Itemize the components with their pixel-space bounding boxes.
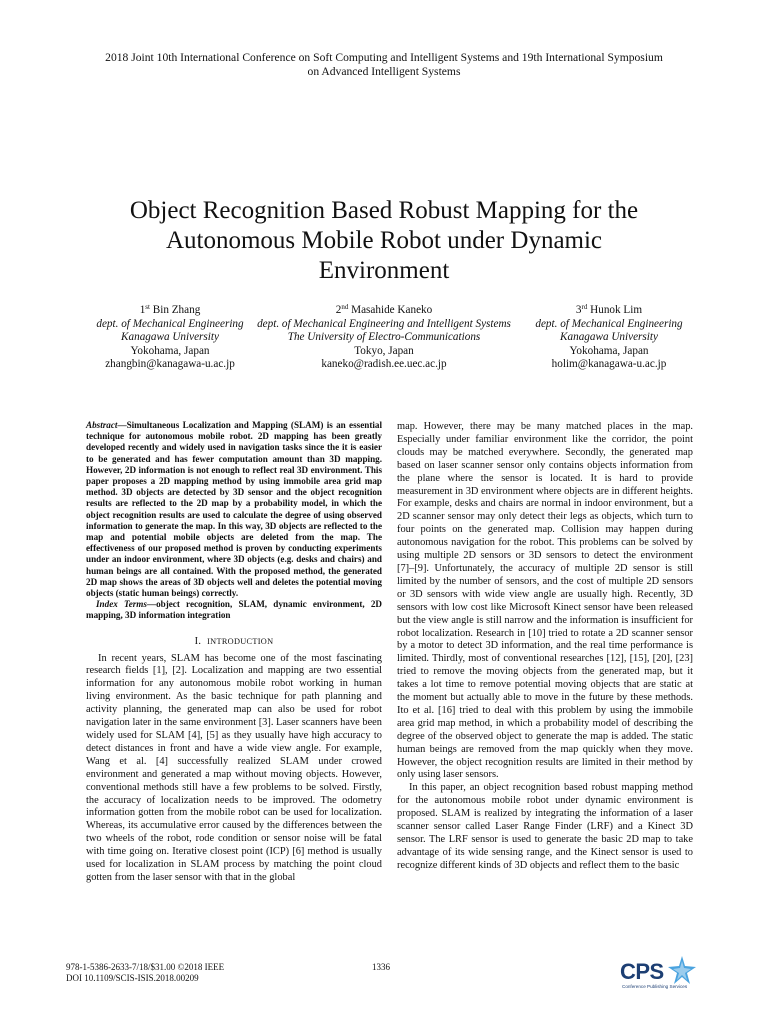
author-name: Hunok Lim xyxy=(590,304,643,316)
author-name-line xyxy=(244,304,524,318)
index-terms-text: —object recognition, SLAM, dynamic environment, 2D mapping, 3D information integration xyxy=(86,599,382,621)
section-title: INTRODUCTION xyxy=(207,636,274,646)
author-ordinal: 1 xyxy=(139,304,146,316)
author-name-line xyxy=(70,304,270,318)
conference-header xyxy=(60,51,708,78)
left-column xyxy=(86,420,382,885)
author-email: holim@kanagawa-u.ac.jp xyxy=(551,358,667,371)
author-institution: Kanagawa University xyxy=(121,331,219,344)
footer-doi: DOI 10.1109/SCIS-ISIS.2018.00209 xyxy=(66,972,199,983)
title-line-2: Autonomous Mobile Robot under Dynamic xyxy=(165,227,603,254)
index-terms-label: Index Terms xyxy=(96,599,147,610)
section-numeral: I. xyxy=(194,635,202,647)
author-location: Yokohama, Japan xyxy=(130,344,210,357)
footer-copyright xyxy=(66,962,224,983)
right-column xyxy=(397,421,693,873)
author-name: Bin Zhang xyxy=(152,304,201,316)
author-name: Masahide Kaneko xyxy=(351,304,433,316)
author-location: Tokyo, Japan xyxy=(354,344,414,357)
abstract-text: —Simultaneous Localization and Mapping (SLAM) is an essential technique for autonomous mobile robot. 2D mapping has been greatly developed recently and widely used in navigation tasks since the it is easier to be generated and has fewer computation amount than 3D mapping. However, 2D information is not enough to reflect real 3D environment. This paper proposes a 2D mapping method by using immobile area grid map method. 3D objects are detected by 3D sensor and the object recognition results are reflected to the 2D map by a probability model, in which the object recognition results are used to calculate the degree of using observed information to generate the map. In this way, 3D objects are reflected to the map and potential mobile objects are deleted from the map. The effectiveness of our proposed method is proven by conducting experiments under an indoor environment, where 3D objects (e.g. desks and chairs) and human beings are all contained. With the proposed method, the generated 2D map shows the areas of 3D objects well and deletes the potential moving objects (static human beings) correctly. xyxy=(86,420,382,599)
author-name-line xyxy=(520,304,698,318)
author-ordinal: 2 xyxy=(335,304,342,316)
cps-logo-text: CPS xyxy=(620,959,664,984)
author-institution: Kanagawa University xyxy=(560,331,658,344)
author-dept: dept. of Mechanical Engineering and Intelligent Systems xyxy=(257,317,511,330)
author-email: zhangbin@kanagawa-u.ac.jp xyxy=(105,358,235,371)
title-line-3: Environment xyxy=(318,257,450,284)
abstract xyxy=(86,420,382,599)
intro-paragraph-continued: map. However, there may be many matched places in the map. Especially under familiar environment like the corridor, the point clouds may be matched everywhere. Secondly, the generated map based on laser scanner sensor only contains objects information from the plane where the sensor is located. It is hard to provide measurement in 3D environment where objects are in different heights. For example, desks and chairs are normal in indoor environment, but a 2D scanner sensor may only detect their legs as objects, which turn to four points on the generated map. Collision may happen during autonomous navigation for the robot. This problems can be solved by using multiple 2D sensors or 3D sensors to detect the environment [7]–[9]. Unfortunately, the accuracy of multiple 2D sensor is still limited by the number of sensors, and the cost of multiple 2D sensors or 3D sensors with wide view angle are usually high. Recently, 3D sensors with low cost like Microsoft Kinect sensor have been released but the view angle is still narrow and the information is insufficient for robot localization. Research in [10] tried to rotate a 2D scanner sensor by a motor to detect 3D information, and the real time performance is limited. Thirdly, most of conventional researches [12], [15], [20], [23] tried to remove the moving objects from the generated map, but it takes a lot time to remove potential moving objects that are static at the moment but actually able to move in the future by these methods. Ito et al. [16] tried to deal with this problem by using the immobile area grid map method, in which a probability model of describing the degree of the observed object to generate the map is added. The static human beings are removed from the map quickly when they move. However, the object recognition results are limited in their method by only using laser sensors. xyxy=(397,421,693,781)
author-dept: dept. of Mechanical Engineering xyxy=(96,317,244,330)
author-block-3 xyxy=(520,304,698,372)
cps-star-icon xyxy=(666,955,698,985)
footer-isbn: 978-1-5386-2633-7/18/$31.00 ©2018 IEEE xyxy=(66,962,225,972)
author-block-1 xyxy=(70,304,270,372)
author-location: Yokohama, Japan xyxy=(569,344,649,357)
page-number: 1336 xyxy=(372,962,390,972)
conference-line-1: 2018 Joint 10th International Conference on Soft Computing and Intelligent Systems and 19th International Symposium xyxy=(105,51,663,64)
abstract-label: Abstract xyxy=(86,420,118,430)
intro-paragraph-1: In recent years, SLAM has become one of the most fascinating research fields [1], [2]. Localization and mapping are two essential information for any autonomous mobile robot working in human living environment. As the basic technique for path planning and activity planning, the generated map can also be used for robot navigation later in the same environment [3]. Laser scanners have been widely used for SLAM [4], [5] as they usually have high accuracy to detect distances in front and have a wide view angle. For example, Wang et al. [4] successfully realized SLAM under crowed environment and generated a map without moving objects. However, conventional methods still have a few problems to be solved. Firstly, the accuracy of localization needs to be improved. The odometry information gotten from the mobile robot can be used for localization. Whereas, its accumulative error caused by the differences between the two wheels of the robot, rode condition or sensor noise will be fatal with time going on. Iterative closest point (ICP) [6] method is usually used for localization in SLAM process by matching the point cloud gotten from the laser sensor with that in the global xyxy=(86,652,382,883)
paper-title xyxy=(40,196,728,286)
intro-paragraph-2: In this paper, an object recognition based robust mapping method for the autonomous mobile robot under dynamic environment is proposed. SLAM is realized by integrating the information of a laser scanner sensor called Laser Range Finder (LRF) and a Kinect 3D sensor. The LRF sensor is used to generate the basic 2D map to take advantage of its wide sensing range, and the Kinect sensor is used to recognize different kinds of 3D objects and reflect them to the basic xyxy=(397,782,693,871)
author-ordinal-suffix: rd xyxy=(581,303,588,311)
author-block-2 xyxy=(244,304,524,372)
cps-logo-subtitle: Conference Publishing Services xyxy=(622,984,688,989)
index-terms xyxy=(86,599,382,621)
author-email: kaneko@radish.ee.uec.ac.jp xyxy=(321,358,447,371)
title-line-1: Object Recognition Based Robust Mapping for the xyxy=(129,197,639,224)
conference-line-2: on Advanced Intelligent Systems xyxy=(307,64,461,78)
author-institution: The University of Electro-Communications xyxy=(287,331,481,344)
author-ordinal: 3 xyxy=(575,304,582,316)
cps-logo xyxy=(620,955,700,993)
author-dept: dept. of Mechanical Engineering xyxy=(535,317,683,330)
section-heading xyxy=(86,636,382,649)
author-ordinal-suffix: st xyxy=(145,303,150,311)
author-ordinal-suffix: nd xyxy=(341,303,349,311)
